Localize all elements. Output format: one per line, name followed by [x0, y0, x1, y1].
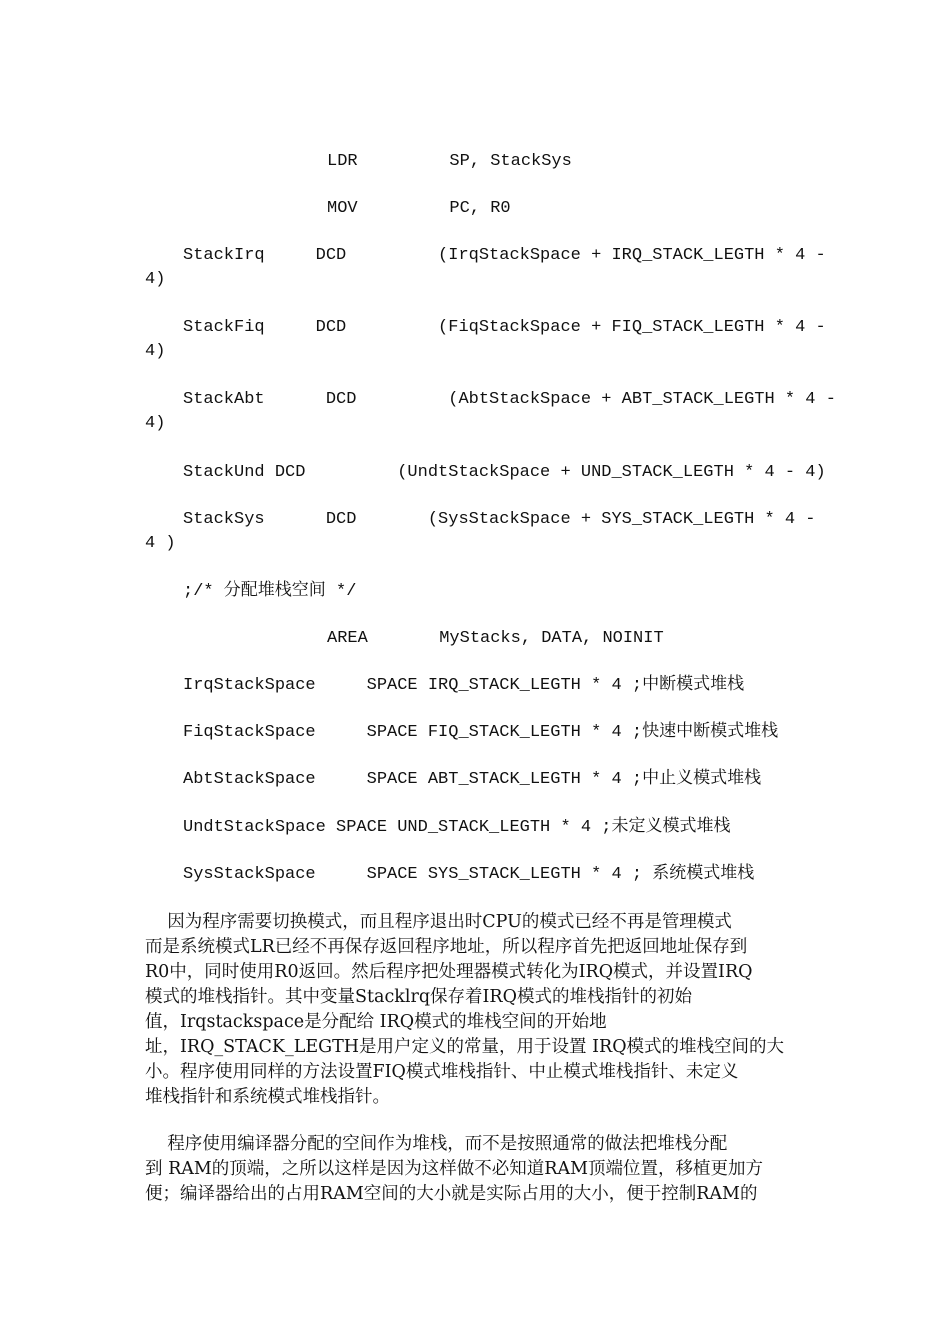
code-line-stackfiq-cont: 4) [145, 342, 166, 361]
paragraph-line: R0中，同时使用R0返回。然后程序把处理器模式转化为IRQ模式，并设置IRQ [145, 962, 753, 982]
paragraph-line: 模式的堆栈指针。其中变量Stacklrq保存着IRQ模式的堆栈指针的初始 [145, 987, 692, 1007]
code-line-undtstackspace: UndtStackSpace SPACE UND_STACK_LEGTH * 4 ;未定义模式堆栈 [183, 818, 731, 837]
code-line-stacksys-cont: 4 ) [145, 534, 176, 553]
code-line-stackirq-cont: 4) [145, 270, 166, 289]
code-line-area: AREA MyStacks, DATA, NOINIT [327, 629, 664, 648]
code-line-sysstackspace: SysStackSpace SPACE SYS_STACK_LEGTH * 4 ; 系统模式堆栈 [183, 865, 755, 884]
code-line-stackund: StackUnd DCD (UndtStackSpace + UND_STACK_LEGTH * 4 - 4) [183, 463, 826, 482]
paragraph-line: 程序使用编译器分配的空间作为堆栈，而不是按照通常的做法把堆栈分配 [145, 1134, 728, 1154]
code-line-fiqstackspace: FiqStackSpace SPACE FIQ_STACK_LEGTH * 4 ;快速中断模式堆栈 [183, 723, 779, 742]
paragraph-line: 堆栈指针和系统模式堆栈指针。 [145, 1087, 390, 1107]
explanation-paragraph-2 [145, 1132, 810, 1207]
code-line-irqstackspace: IrqStackSpace SPACE IRQ_STACK_LEGTH * 4 ;中断模式堆栈 [183, 676, 745, 695]
code-line-ldr: LDR SP, StackSys [327, 152, 572, 171]
paragraph-line: 小。程序使用同样的方法设置FIQ模式堆栈指针、中止模式堆栈指针、未定义 [145, 1062, 739, 1082]
code-line-stacksys: StackSys DCD (SysStackSpace + SYS_STACK_LEGTH * 4 - [183, 510, 816, 529]
paragraph-line: 而是系统模式LR已经不再保存返回程序地址，所以程序首先把返回地址保存到 [145, 937, 748, 957]
code-line-mov: MOV PC, R0 [327, 199, 511, 218]
paragraph-line: 值，Irqstackspace是分配给 IRQ模式的堆栈空间的开始地 [145, 1012, 607, 1032]
code-line-stackfiq: StackFiq DCD (FiqStackSpace + FIQ_STACK_LEGTH * 4 - [183, 318, 826, 337]
code-line-stackabt: StackAbt DCD (AbtStackSpace + ABT_STACK_LEGTH * 4 - [183, 390, 836, 409]
code-comment-stack-alloc: ;/* 分配堆栈空间 */ [183, 582, 357, 601]
paragraph-line: 址，IRQ_STACK_LEGTH是用户定义的常量，用于设置 IRQ模式的堆栈空间的大 [145, 1037, 785, 1057]
paragraph-line: 因为程序需要切换模式，而且程序退出时CPU的模式已经不再是管理模式 [145, 912, 732, 932]
code-line-stackirq: StackIrq DCD (IrqStackSpace + IRQ_STACK_LEGTH * 4 - [183, 246, 826, 265]
paragraph-line: 到 RAM的顶端，之所以这样是因为这样做不必知道RAM顶端位置，移植更加方 [145, 1159, 764, 1179]
code-line-stackabt-cont: 4) [145, 414, 166, 433]
explanation-paragraph-1 [145, 910, 810, 1110]
code-line-abtstackspace: AbtStackSpace SPACE ABT_STACK_LEGTH * 4 ;中止义模式堆栈 [183, 770, 762, 789]
paragraph-line: 便；编译器给出的占用RAM空间的大小就是实际占用的大小，便于控制RAM的 [145, 1184, 758, 1204]
